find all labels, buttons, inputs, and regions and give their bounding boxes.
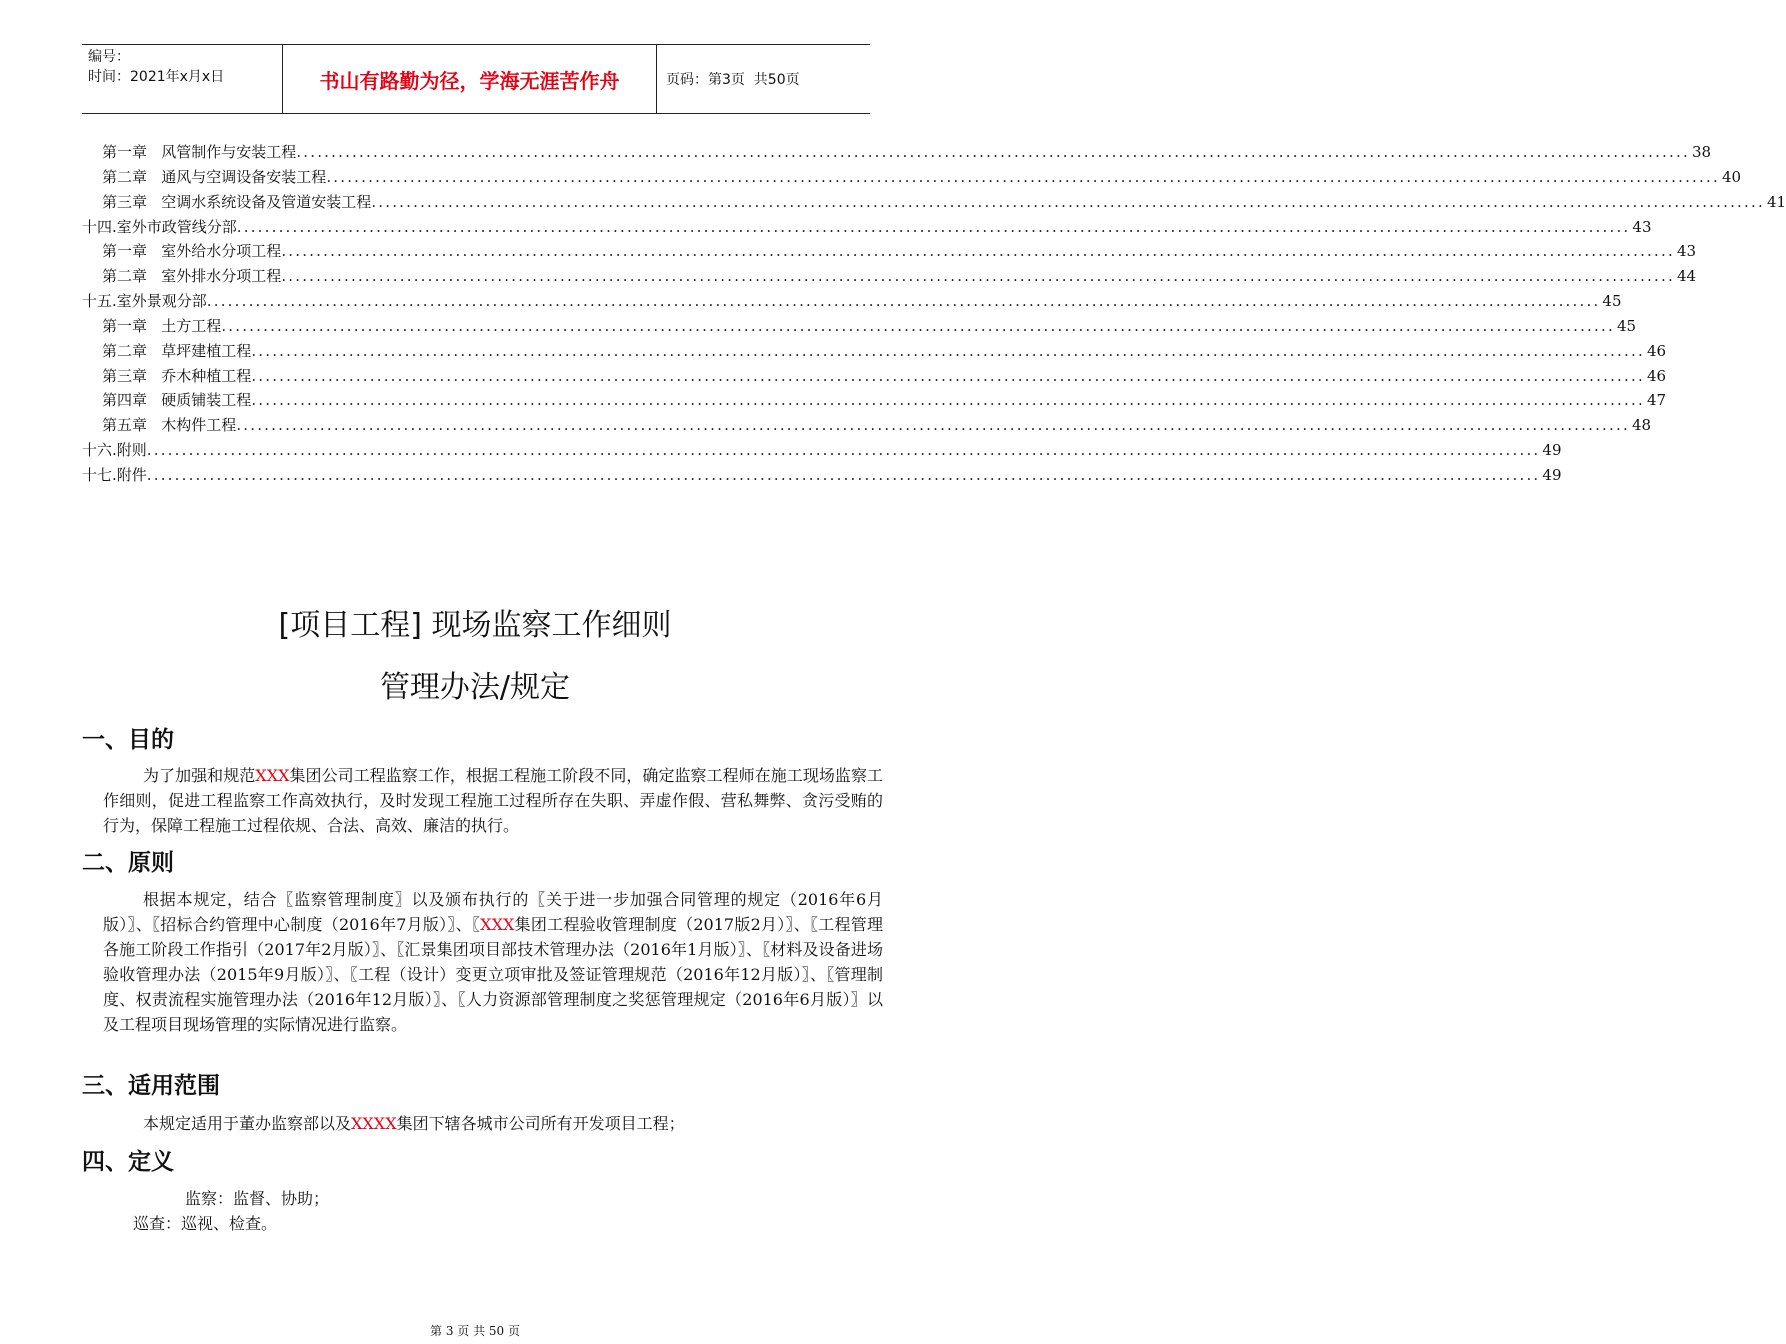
header-divider [656, 45, 657, 113]
table-of-contents [82, 140, 1786, 488]
redacted-company-name: XXX [255, 766, 290, 785]
toc-leader-dots: ........................................................................................................................................................................................................ [206, 292, 1601, 311]
toc-entry[interactable] [82, 215, 1652, 240]
body-text: 集团工程验收管理制度（2017版2月）〗、〖工程管理各施工阶段工作指引（2017年2月版）〗、〖汇景集团项目部技术管理办法（2016年1月版）〗、〖材料及设备进场验收管理办法（2015年9月版）〗、〖工程（设计）变更立项审批及签证管理规范（2016年12月版）〗、〖管理制度、权责流程实施管理办法（2016年12月版）〗、〖人力资源部管理制度之奖惩管理规定（2016年6月版）〗以及工程项目现场管理的实际情况进行监察。 [103, 915, 884, 1034]
section-heading-principle: 二、原则 [82, 850, 174, 876]
toc-entry-label: 第二章 通风与空调设备安装工程 [102, 167, 327, 186]
toc-entry-label: 第三章 空调水系统设备及管道安装工程 [102, 192, 372, 211]
section-heading-scope: 三、适用范围 [82, 1073, 220, 1099]
page-footer: 第 3 页 共 50 页 [430, 1324, 520, 1338]
toc-leader-dots: ........................................................................................................................................................................................................ [221, 316, 1615, 335]
toc-entry[interactable] [82, 190, 1786, 215]
toc-leader-dots: ........................................................................................................................................................................................................ [281, 267, 1675, 286]
toc-entry-page: 46 [1646, 341, 1667, 360]
header-time-label: 时间：2021年x月x日 [88, 69, 225, 85]
toc-entry-label: 第二章 室外排水分项工程 [102, 267, 282, 286]
toc-entry-label: 十七.附件 [82, 465, 147, 484]
toc-entry[interactable] [82, 314, 1637, 339]
toc-leader-dots: ........................................................................................................................................................................................................ [146, 441, 1541, 460]
toc-entry[interactable] [82, 388, 1667, 413]
redacted-company-name: XXX [480, 915, 515, 934]
body-text: 集团下辖各城市公司所有开发项目工程； [396, 1114, 685, 1133]
toc-entry-label: 十四.室外市政管线分部 [82, 217, 237, 236]
section-body-scope [103, 1111, 883, 1136]
toc-entry-page: 43 [1632, 217, 1652, 236]
toc-leader-dots: ........................................................................................................................................................................................................ [146, 465, 1541, 484]
toc-entry-page: 45 [1616, 316, 1637, 335]
toc-entry-page: 43 [1676, 242, 1697, 261]
toc-entry-page: 47 [1646, 391, 1667, 410]
toc-entry-page: 49 [1542, 441, 1562, 460]
toc-entry[interactable] [82, 413, 1652, 438]
page-header [82, 44, 870, 114]
body-text: 根据本规定，结合〖监察管理制度〗以及颁布执行的〖关于进一步加强合同管理的规定（2016年6月版）〗、〖招标合约管理中心制度（2016年7月版）〗、〖 [103, 890, 883, 934]
definition-line: 监察：监督、协助； [185, 1189, 330, 1208]
toc-entry[interactable] [82, 463, 1562, 488]
toc-leader-dots: ........................................................................................................................................................................................................ [236, 217, 1631, 236]
toc-leader-dots: ........................................................................................................................................................................................................ [281, 242, 1675, 261]
toc-leader-dots: ........................................................................................................................................................................................................ [296, 143, 1690, 161]
toc-leader-dots: ........................................................................................................................................................................................................ [251, 341, 1645, 360]
toc-entry-page: 44 [1676, 267, 1697, 286]
toc-entry-label: 第二章 草坪建植工程 [102, 341, 252, 360]
section-body-purpose [103, 763, 883, 838]
section-heading-definition: 四、定义 [82, 1149, 174, 1175]
toc-entry[interactable] [82, 165, 1742, 190]
document-subtitle: 管理办法/规定 [379, 670, 571, 705]
toc-entry-page: 48 [1631, 416, 1652, 435]
toc-entry-label: 十五.室外景观分部 [82, 292, 207, 311]
header-motto: 书山有路勤为径，学海无涯苦作舟 [319, 68, 620, 93]
definition-line: 巡查：巡视、检查。 [133, 1214, 278, 1233]
toc-entry-page: 45 [1602, 292, 1622, 311]
toc-entry-page: 40 [1721, 167, 1742, 186]
toc-entry-label: 第四章 硬质铺装工程 [102, 391, 252, 410]
body-text: 集团公司工程监察工作，根据工程施工阶段不同，确定监察工程师在施工现场监察工作细则，促进工程监察工作高效执行，及时发现工程施工过程所存在失职、弄虚作假、营私舞弊、贪污受贿的行为，保障工程施工过程依规、合法、高效、廉洁的执行。 [103, 766, 883, 835]
toc-entry-label: 第一章 室外给水分项工程 [102, 242, 282, 261]
toc-leader-dots: ........................................................................................................................................................................................................ [326, 167, 1720, 186]
toc-entry-page: 46 [1646, 366, 1667, 385]
toc-leader-dots: ........................................................................................................................................................................................................ [251, 391, 1645, 410]
section-body-principle [103, 887, 883, 1037]
header-meta [88, 47, 284, 111]
section-heading-purpose: 一、目的 [82, 727, 174, 753]
toc-entry[interactable] [82, 289, 1622, 314]
toc-entry-label: 第一章 土方工程 [102, 316, 222, 335]
body-text: 本规定适用于董办监察部以及 [143, 1114, 352, 1133]
toc-entry[interactable] [82, 264, 1697, 289]
toc-leader-dots: ........................................................................................................................................................................................................ [236, 416, 1630, 435]
toc-entry[interactable] [82, 438, 1562, 463]
toc-entry-page: 49 [1542, 465, 1562, 484]
toc-entry-label: 第五章 木构件工程 [102, 416, 237, 435]
toc-entry-label: 第一章 风管制作与安装工程 [102, 143, 297, 161]
header-page-info: 页码：第3页 共50页 [666, 72, 800, 88]
toc-entry[interactable] [82, 239, 1697, 264]
document-title: [项目工程] 现场监察工作细则 [278, 608, 672, 643]
toc-leader-dots: ........................................................................................................................................................................................................ [371, 192, 1765, 211]
toc-entry-label: 十六.附则 [82, 441, 147, 460]
toc-entry-page: 38 [1691, 143, 1712, 161]
toc-entry-label: 第三章 乔木种植工程 [102, 366, 252, 385]
redacted-company-name: XXXX [351, 1114, 397, 1133]
toc-leader-dots: ........................................................................................................................................................................................................ [251, 366, 1645, 385]
header-number-label: 编号： [88, 49, 130, 65]
toc-entry[interactable] [82, 140, 1712, 165]
toc-entry[interactable] [82, 339, 1667, 364]
toc-entry-page: 41 [1766, 192, 1786, 211]
toc-entry[interactable] [82, 364, 1667, 389]
body-text: 为了加强和规范 [143, 766, 256, 785]
